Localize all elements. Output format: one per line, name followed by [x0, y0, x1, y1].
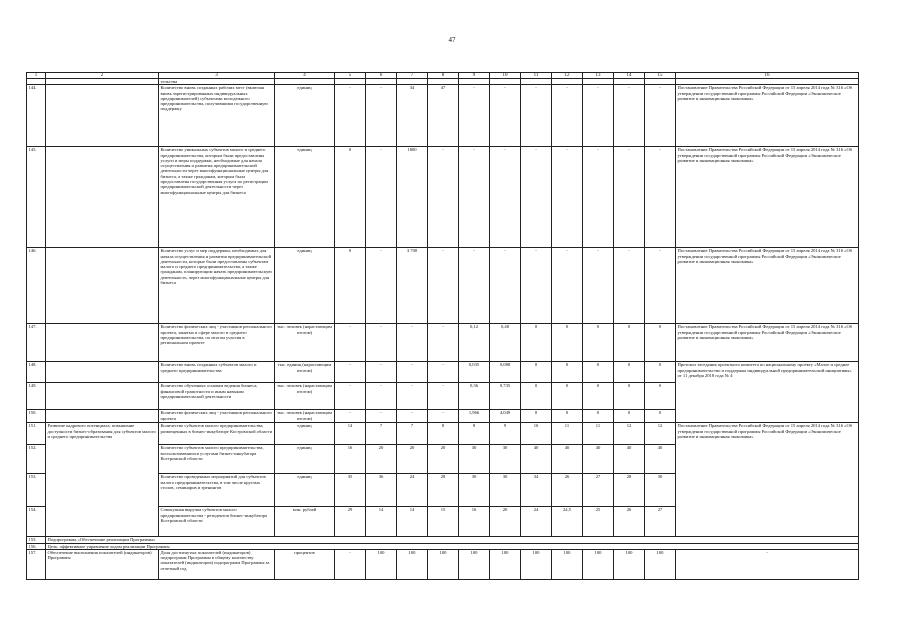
value-cell: 30: [645, 474, 676, 507]
value-cell: 24,5: [552, 507, 583, 537]
value-cell: 8: [428, 423, 459, 445]
value-cell: 30: [459, 445, 490, 474]
column-header: 1: [27, 73, 46, 79]
value-cell: -: [366, 248, 397, 324]
indicator-name: Количество физических лиц - участников регионального проекта, занятых в сфере малого и среднего предпринимательства, по итогам участия в региональном проекте: [159, 324, 275, 362]
value-cell: -: [614, 248, 645, 324]
value-cell: -: [428, 324, 459, 362]
value-cell: 0: [552, 324, 583, 362]
value-cell: 20: [397, 445, 428, 474]
value-cell: -: [521, 147, 552, 248]
indicator-name: Совокупная выручка субъектов малого предпринимательства - резидентов бизнес-инкубатора Костромской области: [159, 507, 275, 537]
row-number: 145.: [27, 147, 46, 248]
value-cell: 0: [583, 383, 614, 410]
unit-cell: единиц: [275, 248, 335, 324]
value-cell: 0,088: [490, 362, 521, 383]
task-cell: [46, 410, 159, 423]
column-header: 7: [397, 73, 428, 79]
value-cell: 100: [459, 549, 490, 579]
unit-cell: тыс. единиц (нарастающим итогом): [275, 362, 335, 383]
task-cell: [46, 85, 159, 147]
section-title: Подпрограмма «Обеспечение реализации Программы»: [46, 537, 859, 543]
value-cell: 0: [552, 383, 583, 410]
value-cell: 100: [521, 549, 552, 579]
value-cell: 1800: [397, 147, 428, 248]
value-cell: 14: [397, 507, 428, 537]
value-cell: -: [366, 324, 397, 362]
column-header: 12: [552, 73, 583, 79]
task-cell: [46, 324, 159, 362]
value-cell: 0: [614, 324, 645, 362]
table-row: [27, 324, 859, 362]
value-cell: -: [428, 410, 459, 423]
value-cell: -: [552, 85, 583, 147]
value-cell: 0: [645, 410, 676, 423]
value-cell: 20: [428, 445, 459, 474]
value-cell: -: [335, 410, 366, 423]
indicator-name: Количество физических лиц - участников регионального проекта: [159, 410, 275, 423]
value-cell: -: [459, 85, 490, 147]
value-cell: 0: [645, 362, 676, 383]
unit-cell: единиц: [275, 474, 335, 507]
value-cell: 0: [645, 324, 676, 362]
unit-cell: тыс. человек (нарастающим итогом): [275, 383, 335, 410]
task-cell: [46, 362, 159, 383]
document-cell: Протокол заседания проектного комитета по национальному проекту «Малое и среднее предпринимательство и поддержка индивидуальной предпринимательской инициативы» от 11 декабря 2018 года № 4: [676, 362, 859, 423]
indicator-name: Количество субъектов малого предпринимательства, воспользовавшихся услугами бизнес-инкубатора Костромской области: [159, 445, 275, 474]
table-row: [27, 423, 859, 445]
table-row: [27, 248, 859, 324]
unit-cell: тыс. человек (нарастающим итогом): [275, 324, 335, 362]
value-cell: -: [552, 248, 583, 324]
unit-cell: тыс. человек (нарастающим итогом): [275, 410, 335, 423]
section-title: Цель: эффективное управление ходом реализации Программы: [46, 543, 859, 549]
indicator-name: Количество проведенных мероприятий для субъектов малого предпринимательства, в том числе круглых столов, семинаров и тренингов: [159, 474, 275, 507]
value-cell: -: [583, 248, 614, 324]
table-row: [27, 85, 859, 147]
value-cell: 0: [552, 362, 583, 383]
value-cell: 14: [335, 423, 366, 445]
value-cell: -: [459, 147, 490, 248]
row-number: 148.: [27, 362, 46, 383]
value-cell: 12: [614, 423, 645, 445]
value-cell: 10: [521, 423, 552, 445]
document-cell: Постановление Правительства Российской Федерации от 15 апреля 2014 года № 316 «Об утверждении государственной программы Российской Федерации «Экономическое развитие и инновационная экономика»: [676, 85, 859, 147]
value-cell: 30: [490, 445, 521, 474]
value-cell: 100: [583, 549, 614, 579]
value-cell: -: [490, 248, 521, 324]
value-cell: 40: [614, 445, 645, 474]
row-number: 147.: [27, 324, 46, 362]
value-cell: 11: [583, 423, 614, 445]
indicator-name: Доля достигнутых показателей (индикаторов) подпрограмм Программы в общему количеству показателей (индикаторов) подпрограмм Программы за отчетный год: [159, 549, 275, 579]
value-cell: -: [490, 147, 521, 248]
value-cell: 24: [397, 474, 428, 507]
task-cell: Обеспечение выполнения показателей (индикаторов) Программы: [46, 549, 159, 579]
value-cell: -: [645, 85, 676, 147]
task-cell: [46, 383, 159, 410]
column-header: 11: [521, 73, 552, 79]
value-cell: 30: [490, 474, 521, 507]
value-cell: 0: [335, 147, 366, 248]
value-cell: 47: [428, 85, 459, 147]
value-cell: 12: [645, 423, 676, 445]
value-cell: 100: [490, 549, 521, 579]
value-cell: -: [335, 383, 366, 410]
column-header: 9: [459, 73, 490, 79]
value-cell: 0: [521, 410, 552, 423]
document-cell: Постановление Правительства Российской Федерации от 15 апреля 2014 года № 316 «Об утверждении государственной программы Российской Федерации «Экономическое развитие и инновационная экономика»: [676, 423, 859, 537]
indicator-name: Количество обученных основам ведения бизнеса, финансовой грамотности и иным навыкам предпринимательской деятельности: [159, 383, 275, 410]
value-cell: -: [428, 147, 459, 248]
value-cell: -: [397, 383, 428, 410]
value-cell: 3 700: [397, 248, 428, 324]
value-cell: 0: [335, 248, 366, 324]
column-header: 13: [583, 73, 614, 79]
value-cell: 29: [335, 507, 366, 537]
document-cell: Постановление Правительства Российской Федерации от 15 апреля 2014 года № 316 «Об утверждении государственной программы Российской Федерации «Экономическое развитие и инновационная экономика»: [676, 248, 859, 324]
value-cell: 8: [459, 423, 490, 445]
row-number: 144.: [27, 85, 46, 147]
unit-cell: процентов: [275, 549, 335, 579]
unit-cell: единиц: [275, 423, 335, 445]
indicator-name: Количество вновь созданных рабочих мест (включая вновь зарегистрированных индивидуальных предпринимателей) субъектами молодежного предпринимательства, получившими государственную поддержку: [159, 85, 275, 147]
value-cell: 0,48: [490, 324, 521, 362]
value-cell: 30: [459, 474, 490, 507]
value-cell: -: [521, 85, 552, 147]
column-header: 3: [159, 73, 275, 79]
value-cell: 26: [552, 474, 583, 507]
value-cell: -: [645, 248, 676, 324]
value-cell: 20: [490, 507, 521, 537]
value-cell: 0: [583, 410, 614, 423]
indicator-name: Количество вновь созданных субъектов малого и среднего предпринимательства: [159, 362, 275, 383]
value-cell: 40: [521, 445, 552, 474]
value-cell: 34: [521, 474, 552, 507]
value-cell: -: [490, 85, 521, 147]
row-number: 152.: [27, 445, 46, 474]
value-cell: 0: [521, 324, 552, 362]
column-header: 15: [645, 73, 676, 79]
value-cell: -: [335, 324, 366, 362]
value-cell: 100: [645, 549, 676, 579]
task-cell: [46, 248, 159, 324]
table-row: [27, 147, 859, 248]
column-header: 5: [335, 73, 366, 79]
value-cell: 34: [397, 85, 428, 147]
row-number: 150.: [27, 410, 46, 423]
value-cell: -: [583, 85, 614, 147]
value-cell: -: [397, 362, 428, 383]
value-cell: 0: [614, 362, 645, 383]
value-cell: -: [366, 362, 397, 383]
row-number: 154.: [27, 507, 46, 537]
value-cell: 25: [583, 507, 614, 537]
value-cell: -: [335, 362, 366, 383]
value-cell: 0,735: [490, 383, 521, 410]
row-number: 153.: [27, 474, 46, 507]
row-number: 146.: [27, 248, 46, 324]
value-cell: 28: [428, 474, 459, 507]
value-cell: 100: [552, 549, 583, 579]
unit-cell: единиц: [275, 85, 335, 147]
value-cell: 1,966: [459, 410, 490, 423]
value-cell: 27: [583, 474, 614, 507]
value-cell: -: [459, 248, 490, 324]
value-cell: -: [428, 383, 459, 410]
value-cell: 35: [335, 474, 366, 507]
value-cell: -: [428, 362, 459, 383]
value-cell: -: [614, 147, 645, 248]
row-number: 151.: [27, 423, 46, 445]
value-cell: -: [397, 410, 428, 423]
value-cell: -: [366, 147, 397, 248]
value-cell: 0,035: [459, 362, 490, 383]
value-cell: 4,049: [490, 410, 521, 423]
value-cell: 0: [552, 410, 583, 423]
value-cell: 40: [583, 445, 614, 474]
value-cell: -: [645, 147, 676, 248]
indicators-table: [26, 72, 859, 580]
value-cell: -: [366, 383, 397, 410]
column-header: 14: [614, 73, 645, 79]
indicator-name: тельства: [159, 79, 275, 85]
value-cell: 0: [614, 410, 645, 423]
value-cell: 40: [552, 445, 583, 474]
indicator-name: Количество услуг и мер поддержки, необходимых для начала осуществления и развития предпринимательской деятельности, которые были предоставлены субъектам малого и среднего предпринимательства, а также гражданам, планирующим начать предпринимательскую деятельность, через многофункциональные центры для бизнеса: [159, 248, 275, 324]
value-cell: 0: [614, 383, 645, 410]
row-number: 149.: [27, 383, 46, 410]
value-cell: -: [397, 324, 428, 362]
value-cell: 0: [521, 362, 552, 383]
column-header: 16: [676, 73, 859, 79]
value-cell: 15: [428, 507, 459, 537]
value-cell: 100: [428, 549, 459, 579]
value-cell: -: [335, 549, 366, 579]
table-row: [27, 549, 859, 579]
column-header: 2: [46, 73, 159, 79]
value-cell: 0: [521, 383, 552, 410]
value-cell: -: [335, 85, 366, 147]
task-cell: Развитие кадрового потенциала, повышение доступности бизнес-образования для субъектов малого и среднего предпринимательства: [46, 423, 159, 537]
value-cell: 16: [459, 507, 490, 537]
value-cell: 0: [645, 383, 676, 410]
value-cell: 26: [614, 507, 645, 537]
value-cell: 20: [366, 445, 397, 474]
value-cell: 100: [366, 549, 397, 579]
value-cell: -: [583, 147, 614, 248]
task-cell: [46, 147, 159, 248]
indicator-name: Количество уникальных субъектов малого и среднего предпринимательства, которым были предоставлены услуги и меры поддержки, необходимые для начала осуществления и развития предпринимательской деятельности через многофункциональные центры для бизнеса, а также гражданам, которым была предоставлена государственная услуга по регистрации предпринимательской деятельности через многофункциональные центры для бизнеса: [159, 147, 275, 248]
value-cell: 100: [614, 549, 645, 579]
document-cell: Постановление Правительства Российской Федерации от 15 апреля 2014 года № 316 «Об утверждении государственной программы Российской Федерации «Экономическое развитие и инновационная экономика»: [676, 147, 859, 248]
page-number: 47: [448, 36, 456, 44]
value-cell: -: [521, 248, 552, 324]
value-cell: 0,12: [459, 324, 490, 362]
column-header: 10: [490, 73, 521, 79]
value-cell: 11: [552, 423, 583, 445]
indicator-name: Количество субъектов малого предпринимательства, размещенных в бизнес-инкубаторе Костромской области: [159, 423, 275, 445]
value-cell: 0: [583, 362, 614, 383]
value-cell: 7: [366, 423, 397, 445]
value-cell: 28: [614, 474, 645, 507]
value-cell: 27: [645, 507, 676, 537]
unit-cell: млн. рублей: [275, 507, 335, 537]
row-number: 157.: [27, 549, 46, 579]
value-cell: 14: [366, 507, 397, 537]
row-number: 156.: [27, 543, 46, 549]
value-cell: 16: [335, 445, 366, 474]
value-cell: 0,36: [459, 383, 490, 410]
column-header: 6: [366, 73, 397, 79]
document-cell: -: [676, 549, 859, 579]
value-cell: 40: [645, 445, 676, 474]
unit-cell: единиц: [275, 445, 335, 474]
value-cell: -: [552, 147, 583, 248]
document-cell: Постановление Правительства Российской Федерации от 15 апреля 2014 года № 316 «Об утверждении государственной программы Российской Федерации «Экономическое развитие и инновационная экономика»: [676, 324, 859, 362]
value-cell: 7: [397, 423, 428, 445]
value-cell: 36: [366, 474, 397, 507]
column-header: 8: [428, 73, 459, 79]
column-header: 4: [275, 73, 335, 79]
value-cell: -: [366, 85, 397, 147]
value-cell: 24: [521, 507, 552, 537]
value-cell: -: [428, 248, 459, 324]
value-cell: 100: [397, 549, 428, 579]
row-number: 155.: [27, 537, 46, 543]
value-cell: -: [366, 410, 397, 423]
unit-cell: единиц: [275, 147, 335, 248]
value-cell: 0: [583, 324, 614, 362]
table-row: [27, 362, 859, 383]
value-cell: 9: [490, 423, 521, 445]
value-cell: -: [614, 85, 645, 147]
